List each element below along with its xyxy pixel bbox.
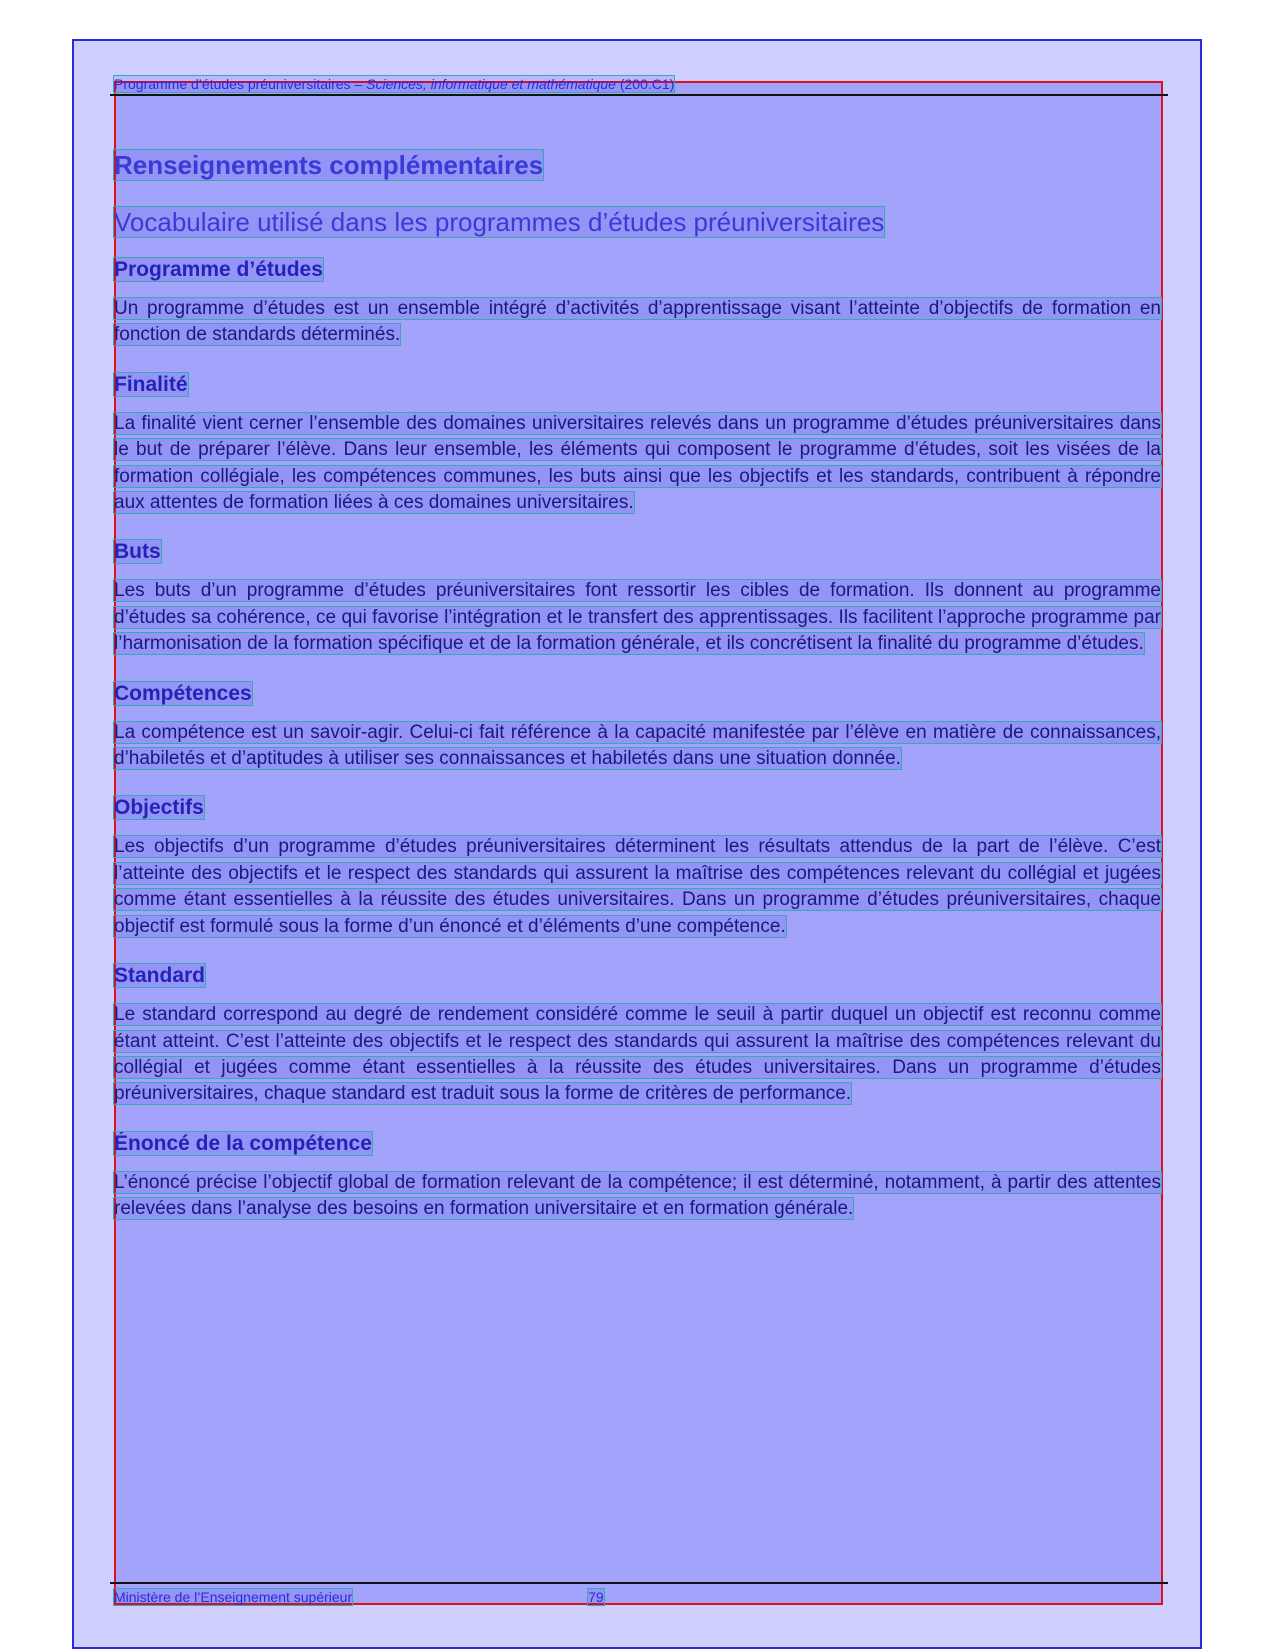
section-title: Renseignements complémentaires (114, 150, 544, 180)
term-heading: Finalité (114, 372, 188, 396)
footer-rule (110, 1582, 1168, 1584)
term-definition: La finalité vient cerner l’ensemble des domaines universitaires relevés dans un programme d’études préuniversitaires dans le but de préparer l’élève. Dans leur ensemble, les éléments qui composent le programme d’études, soit les visées de la formation collégiale, les compétences communes, les buts ainsi que les objectifs et les standards, contribuent à répondre aux attentes de formation liées à ces domaines universitaires. (114, 412, 1161, 514)
term-heading: Objectifs (114, 796, 204, 820)
term-definition: Les objectifs d’un programme d’études préuniversitaires déterminent les résultats attendus de la part de l’élève. C’est l’atteinte des objectifs et le respect des standards qui assurent la maîtrise des compétences relevant du collégial et jugées comme étant essentielles à la réussite des études universitaires. Dans un programme d’études préuniversitaires, chaque objectif est formulé sous la forme d’un énoncé et d’éléments d’une compétence. (114, 836, 1161, 937)
running-header (114, 76, 674, 92)
term-definition: Un programme d’études est un ensemble intégré d’activités d’apprentissage visant l’atteinte d’objectifs de formation en fonction de standards déterminés. (114, 298, 1161, 346)
header-rule (110, 94, 1168, 96)
term-heading: Buts (114, 540, 161, 564)
term-heading: Compétences (114, 681, 252, 705)
term-definition: Les buts d’un programme d’études préuniversitaires font ressortir les cibles de formation. Ils donnent au programme d’études sa cohérence, ce qui favorise l’intégration et le transfert des apprentissages. Ils facilitent l’approche programme par l’harmonisation de la formation spécifique et de la formation générale, et ils concrétisent la finalité du programme d’études. (114, 580, 1161, 655)
term-definition: L’énoncé précise l’objectif global de formation relevant de la compétence; il est déterminé, notamment, à partir des attentes relevées dans l’analyse des besoins en formation universitaire et en formation générale. (114, 1171, 1161, 1220)
page-footer (114, 1589, 604, 1605)
header-program-title: Sciences, informatique et mathématique (366, 76, 616, 92)
term-heading: Énoncé de la compétence (114, 1131, 372, 1155)
header-program-code: (200.C1) (619, 76, 675, 92)
header-prefix: Programme d’études préuniversitaires – (114, 76, 367, 92)
term-heading: Programme d’études (114, 258, 323, 281)
document-body (114, 150, 1161, 1247)
page-number: 79 (588, 1589, 604, 1605)
term-definition: La compétence est un savoir-agir. Celui-ci fait référence à la capacité manifestée par l’élève en matière de connaissances, d’habiletés et d’aptitudes à utiliser ses connaissances et habiletés dans une situation donnée. (114, 721, 1161, 770)
term-definition: Le standard correspond au degré de rendement considéré comme le seuil à partir duquel un objectif est reconnu comme étant atteint. C’est l’atteinte des objectifs et le respect des standards qui assurent la maîtrise des compétences relevant du collégial et jugées comme étant essentielles à la réussite des études universitaires. Dans un programme d’études préuniversitaires, chaque standard est traduit sous la forme de critères de performance. (114, 1004, 1161, 1105)
term-heading: Standard (114, 964, 206, 988)
footer-ministry: Ministère de l’Enseignement supérieur (114, 1589, 353, 1605)
subsection-title: Vocabulaire utilisé dans les programmes d’études préuniversitaires (114, 207, 885, 237)
